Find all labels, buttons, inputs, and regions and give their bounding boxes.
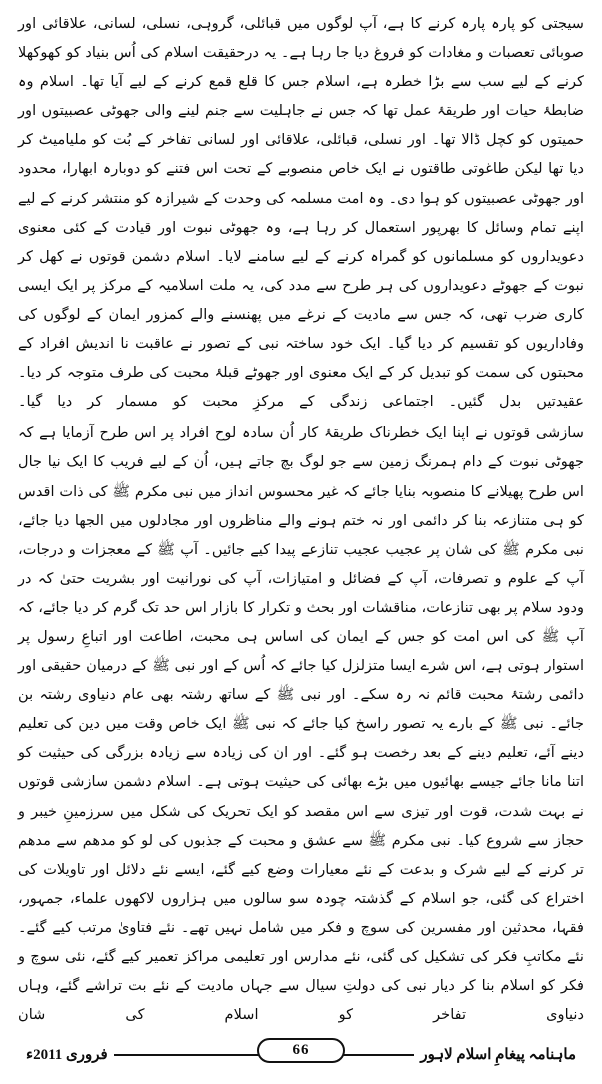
footer-issue-date: فروری 2011ء: [20, 1045, 114, 1064]
body-paragraph: سازشی قوتوں نے اپنا ایک خطرناک طریقۂ کار اُن سادہ لوح افراد پر اس طرح آزمایا ہے کہ جھوٹی نبوت کے دام ہمرنگ زمین سے جو لوگ بچ جاتے ہیں، اُن کے لیے فریب کا ایک نیا جال اس طرح پھیلانے کا منصوبہ بنایا جائے کہ غیر محسوس انداز میں نبی مکرم ﷺ کی ذات اقدس کو ہی متنازعہ بنا کر دائمی اور نہ ختم ہونے والے مناظروں اور مجادلوں میں الجھا دیا جائے، نبی مکرم ﷺ کی شان پر عجیب عجیب تنازعے پیدا کیے جائیں۔ آپ ﷺ کے معجزات و درجات، آپ کے علوم و تصرفات، آپ کے فضائل و امتیازات، آپ کی نورانیت اور بشریت حتیٰ کہ در ودود سلام پر بھی تنازعات، مناقشات اور بحث و تکرار کا بازار اس حد تک گرم کر دیا جائے، کہ آپ ﷺ کی اس امت کو جس کے ایمان کی اساس ہی محبت، اطاعت اور اتباعِ رسول پر استوار ہوتی ہے، اس شرے ایسا متزلزل کیا جائے کہ اُس کے اور نبی ﷺ کے درمیان حقیقی اور دائمی رشتۂ محبت قائم نہ رہ سکے۔ اور نبی ﷺ کے ساتھ رشتہ بھی عام دنیاوی رشتہ بن جائے۔ نبی ﷺ کے بارے یہ تصور راسخ کیا جائے کہ نبی ﷺ ایک خاص وقت میں دین کی تعلیم دینے آئے، تعلیم دینے کے بعد رخصت ہو گئے۔ اور ان کی زیادہ سے زیادہ بزرگی کی حیثیت کو اتنا مانا جائے جیسے بھائیوں میں بڑے بھائی کی حیثیت ہوتی ہے۔ اسلام دشمن سازشی قوتوں نے بہت شدت، قوت اور تیزی سے اس مقصد کو ایک تحریک کی شکل میں سرزمینِ خیبر و حجاز سے شروع کیا۔ نبی مکرم ﷺ سے عشق و محبت کے جذبوں کی لو کو مدھم سے مدھم تر کرنے کے لیے شرک و بدعت کے نئے معیارات وضع کیے گئے، ایسے نئے دلائل اور تاویلات کی اختراع کی گئی، جو اسلام کے گذشتہ چودہ سو سالوں میں ہزاروں لاکھوں علماء، جمہور، فقہا، محدثین اور مفسرین کی سوچ و فکر میں شامل نہیں تھے۔ نئے فتاویٰ مرتب کیے گئے۔ نئے مکاتبِ فکر کی تشکیل کی گئی، نئے مدارس اور تعلیمی مراکز تعمیر کیے گئے، نئی سوچ و فکر کو اسلام بنا کر دیار نبی کی دولتِ سیال سے جہاں مادیت کے نئے بت تراشے گئے، وہاں دنیاوی تفاخر کو اسلام کی شان: [18, 425, 584, 1024]
page-footer: [18, 1030, 584, 1084]
body-paragraph: سیجتی کو پارہ پارہ کرنے کا ہے، آپ لوگوں میں قبائلی، گروہی، نسلی، لسانی، علاقائی اور صوبائی تعصبات و مغادات کو فروغ دیا جا رہا ہے۔ یہ درحقیقت اسلام کی اُس بنیاد کو کھوکھلا کرنے کے لیے سب سے بڑا خطرہ ہے، اسلام جس کا قلع قمع کرنے کے لیے آیا تھا۔ اسلام وہ ضابطۂ حیات اور طریقۂ عمل تھا کہ جس نے جاہلیت سے جنم لینے والی جھوٹی عصبیتوں اور حمیتوں کو کچل ڈالا تھا۔ اور نسلی، قبائلی، علاقائی اور لسانی تفاخر کے بُت کو ملیامیٹ کر دیا تھا لیکن طاغوتی طاقتوں نے ایک خاص منصوبے کے تحت اس فتنے کو دوبارہ ابھارا، محدود اور جھوٹی عصبیتوں کو ہوا دی۔ وہ امت مسلمہ کی وحدت کے شیرازہ کو منتشر کرنے کے لیے اپنے تمام وسائل کا بھرپور استعمال کر رہا ہے، وہ جھوٹی نبوت اور قیادت کے کئی معنوی دعویداروں کو مسلمانوں کو گمراہ کرنے کے لیے سامنے لایا۔ اسلام دشمن قوتوں نے کھل کر نبوت کے جھوٹے دعویداروں کی ہر طرح سے مدد کی، یہ ملت اسلامیہ کے مرکز پر ایک ایسی کاری ضرب تھی، کہ جس سے مادیت کے نرغے میں پھنسنے والے کمزور ایمان کے لوگوں کی وفاداریوں کو تقسیم کر دیا گیا۔ ایک خود ساختہ نبی کے تصور نے عاقبت نا اندیش افراد کے محبتوں کی سمت کو تبدیل کر کے ایک معنوی اور جھوٹے قبلۂ محبت کی طرف متوجہ کر دیا۔ عقیدتیں بدل گئیں۔ اجتماعی زندگی کے مرکزِ محبت کو مسمار کر دیا گیا۔: [18, 16, 584, 411]
page-body: [18, 10, 584, 1030]
footer-magazine-title: ماہنامہ پیغامِ اسلام لاہور: [414, 1045, 582, 1064]
page-number: 66: [257, 1038, 345, 1063]
page-number-container: [18, 1038, 584, 1063]
